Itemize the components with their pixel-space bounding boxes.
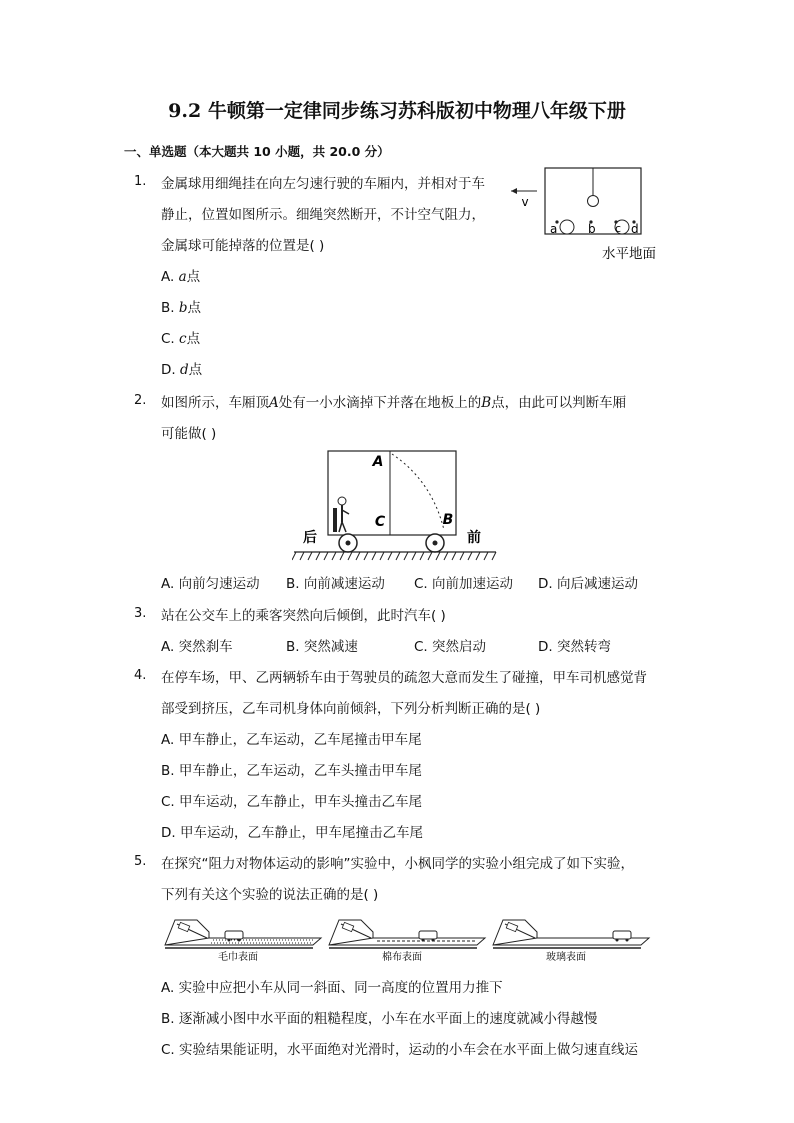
label-front: 前 xyxy=(467,530,481,546)
glass-caption: 玻璃表面 xyxy=(546,952,586,963)
question-1-figure xyxy=(505,162,670,266)
question-4-option-c[interactable]: C. 甲车运动，乙车静止，甲车头撞击乙车尾 xyxy=(161,794,423,810)
drop-path xyxy=(392,454,444,530)
question-3-number: 3. xyxy=(134,606,147,621)
label-a: A xyxy=(372,454,384,470)
cotton-surface-panel xyxy=(329,920,485,963)
question-1-option-d[interactable]: D. d点 xyxy=(161,362,203,378)
question-3-option-c[interactable]: C. 突然启动 xyxy=(414,639,487,655)
carriage-body xyxy=(328,451,456,535)
question-5-figure xyxy=(163,910,653,966)
label-c: C xyxy=(374,514,386,530)
question-3-option-a[interactable]: A. 突然刹车 xyxy=(161,639,233,655)
page-title: 9.2 牛顿第一定律同步练习苏科版初中物理八年级下册 xyxy=(168,100,626,122)
question-5-line-1: 在探究“阻力对物体运动的影响”实验中，小枫同学的实验小组完成了如下实验， xyxy=(161,856,634,872)
question-4-line-2: 部受到挤压，乙车司机身体向前倾斜，下列分析判断正确的是( ) xyxy=(161,701,541,717)
question-1-line-3: 金属球可能掉落的位置是( ) xyxy=(161,238,325,254)
question-2-figure xyxy=(292,446,498,564)
towel-caption: 毛巾表面 xyxy=(218,952,258,963)
question-4-option-a[interactable]: A. 甲车静止，乙车运动，乙车尾撞击甲车尾 xyxy=(161,732,422,748)
velocity-label: v xyxy=(521,195,529,209)
question-5-line-2: 下列有关这个实验的说法正确的是( ) xyxy=(161,887,379,903)
question-1-option-b[interactable]: B. b点 xyxy=(161,300,202,316)
towel-surface-panel xyxy=(165,920,321,963)
question-1-option-a[interactable]: A. a点 xyxy=(161,269,201,285)
point-a-label: a xyxy=(550,222,558,236)
label-b: B xyxy=(442,512,454,528)
cotton-caption: 棉布表面 xyxy=(382,952,422,963)
question-3-line-1: 站在公交车上的乘客突然向后倾倒，此时汽车( ) xyxy=(161,608,446,624)
question-1-line-1: 金属球用细绳挂在向左匀速行驶的车厢内，并相对于车 xyxy=(161,176,485,192)
question-3-option-d[interactable]: D. 突然转弯 xyxy=(538,639,611,655)
question-4-line-1: 在停车场，甲、乙两辆轿车由于驾驶员的疏忽大意而发生了碰撞，甲车司机感觉背 xyxy=(161,670,647,686)
question-5-option-a[interactable]: A. 实验中应把小车从同一斜面、同一高度的位置用力推下 xyxy=(161,980,503,996)
question-2-option-d[interactable]: D. 向后减速运动 xyxy=(538,576,638,592)
question-1-line-2: 静止，位置如图所示。细绳突然断开，不计空气阻力， xyxy=(161,207,485,223)
question-4-option-d[interactable]: D. 甲车运动，乙车静止，甲车尾撞击乙车尾 xyxy=(161,825,423,841)
question-2-option-c[interactable]: C. 向前加速运动 xyxy=(414,576,514,592)
section-heading: 一、单选题（本大题共 10 小题，共 20.0 分） xyxy=(124,144,390,159)
question-4-number: 4. xyxy=(134,668,147,683)
question-2-line-2: 可能做( ) xyxy=(161,426,217,442)
point-b-label: b xyxy=(588,222,596,236)
passenger-figure xyxy=(333,497,349,532)
question-4-option-b[interactable]: B. 甲车静止，乙车运动，乙车头撞击甲车尾 xyxy=(161,763,422,779)
metal-ball xyxy=(588,196,599,207)
question-2-option-a[interactable]: A. 向前匀速运动 xyxy=(161,576,260,592)
ground-caption: 水平地面 xyxy=(602,246,656,262)
question-5-option-c[interactable]: C. 实验结果能证明，水平面绝对光滑时，运动的小车会在水平面上做匀速直线运 xyxy=(161,1042,639,1058)
wheel-front-hub xyxy=(433,541,438,546)
question-2-number: 2. xyxy=(134,393,147,408)
question-5-option-b[interactable]: B. 逐渐减小图中水平面的粗糙程度，小车在水平面上的速度就减小得越慢 xyxy=(161,1011,598,1027)
wheel-rear-hub xyxy=(346,541,351,546)
question-2-line-1: 如图所示，车厢顶A处有一小水滴掉下并落在地板上的B点，由此可以判断车厢 xyxy=(161,395,627,411)
point-c-label: c xyxy=(614,222,622,235)
label-rear: 后 xyxy=(303,530,317,546)
question-1-number: 1. xyxy=(134,174,147,189)
question-3-option-b[interactable]: B. 突然减速 xyxy=(286,639,358,655)
wheel-left xyxy=(560,220,574,234)
ground-hatching xyxy=(292,552,496,560)
point-d-label: d xyxy=(631,222,639,236)
question-1-option-c[interactable]: C. c点 xyxy=(161,331,201,347)
question-5-number: 5. xyxy=(134,854,147,869)
question-2-option-b[interactable]: B. 向前减速运动 xyxy=(286,576,385,592)
glass-surface-panel xyxy=(493,920,649,963)
velocity-arrow-head xyxy=(511,188,517,194)
